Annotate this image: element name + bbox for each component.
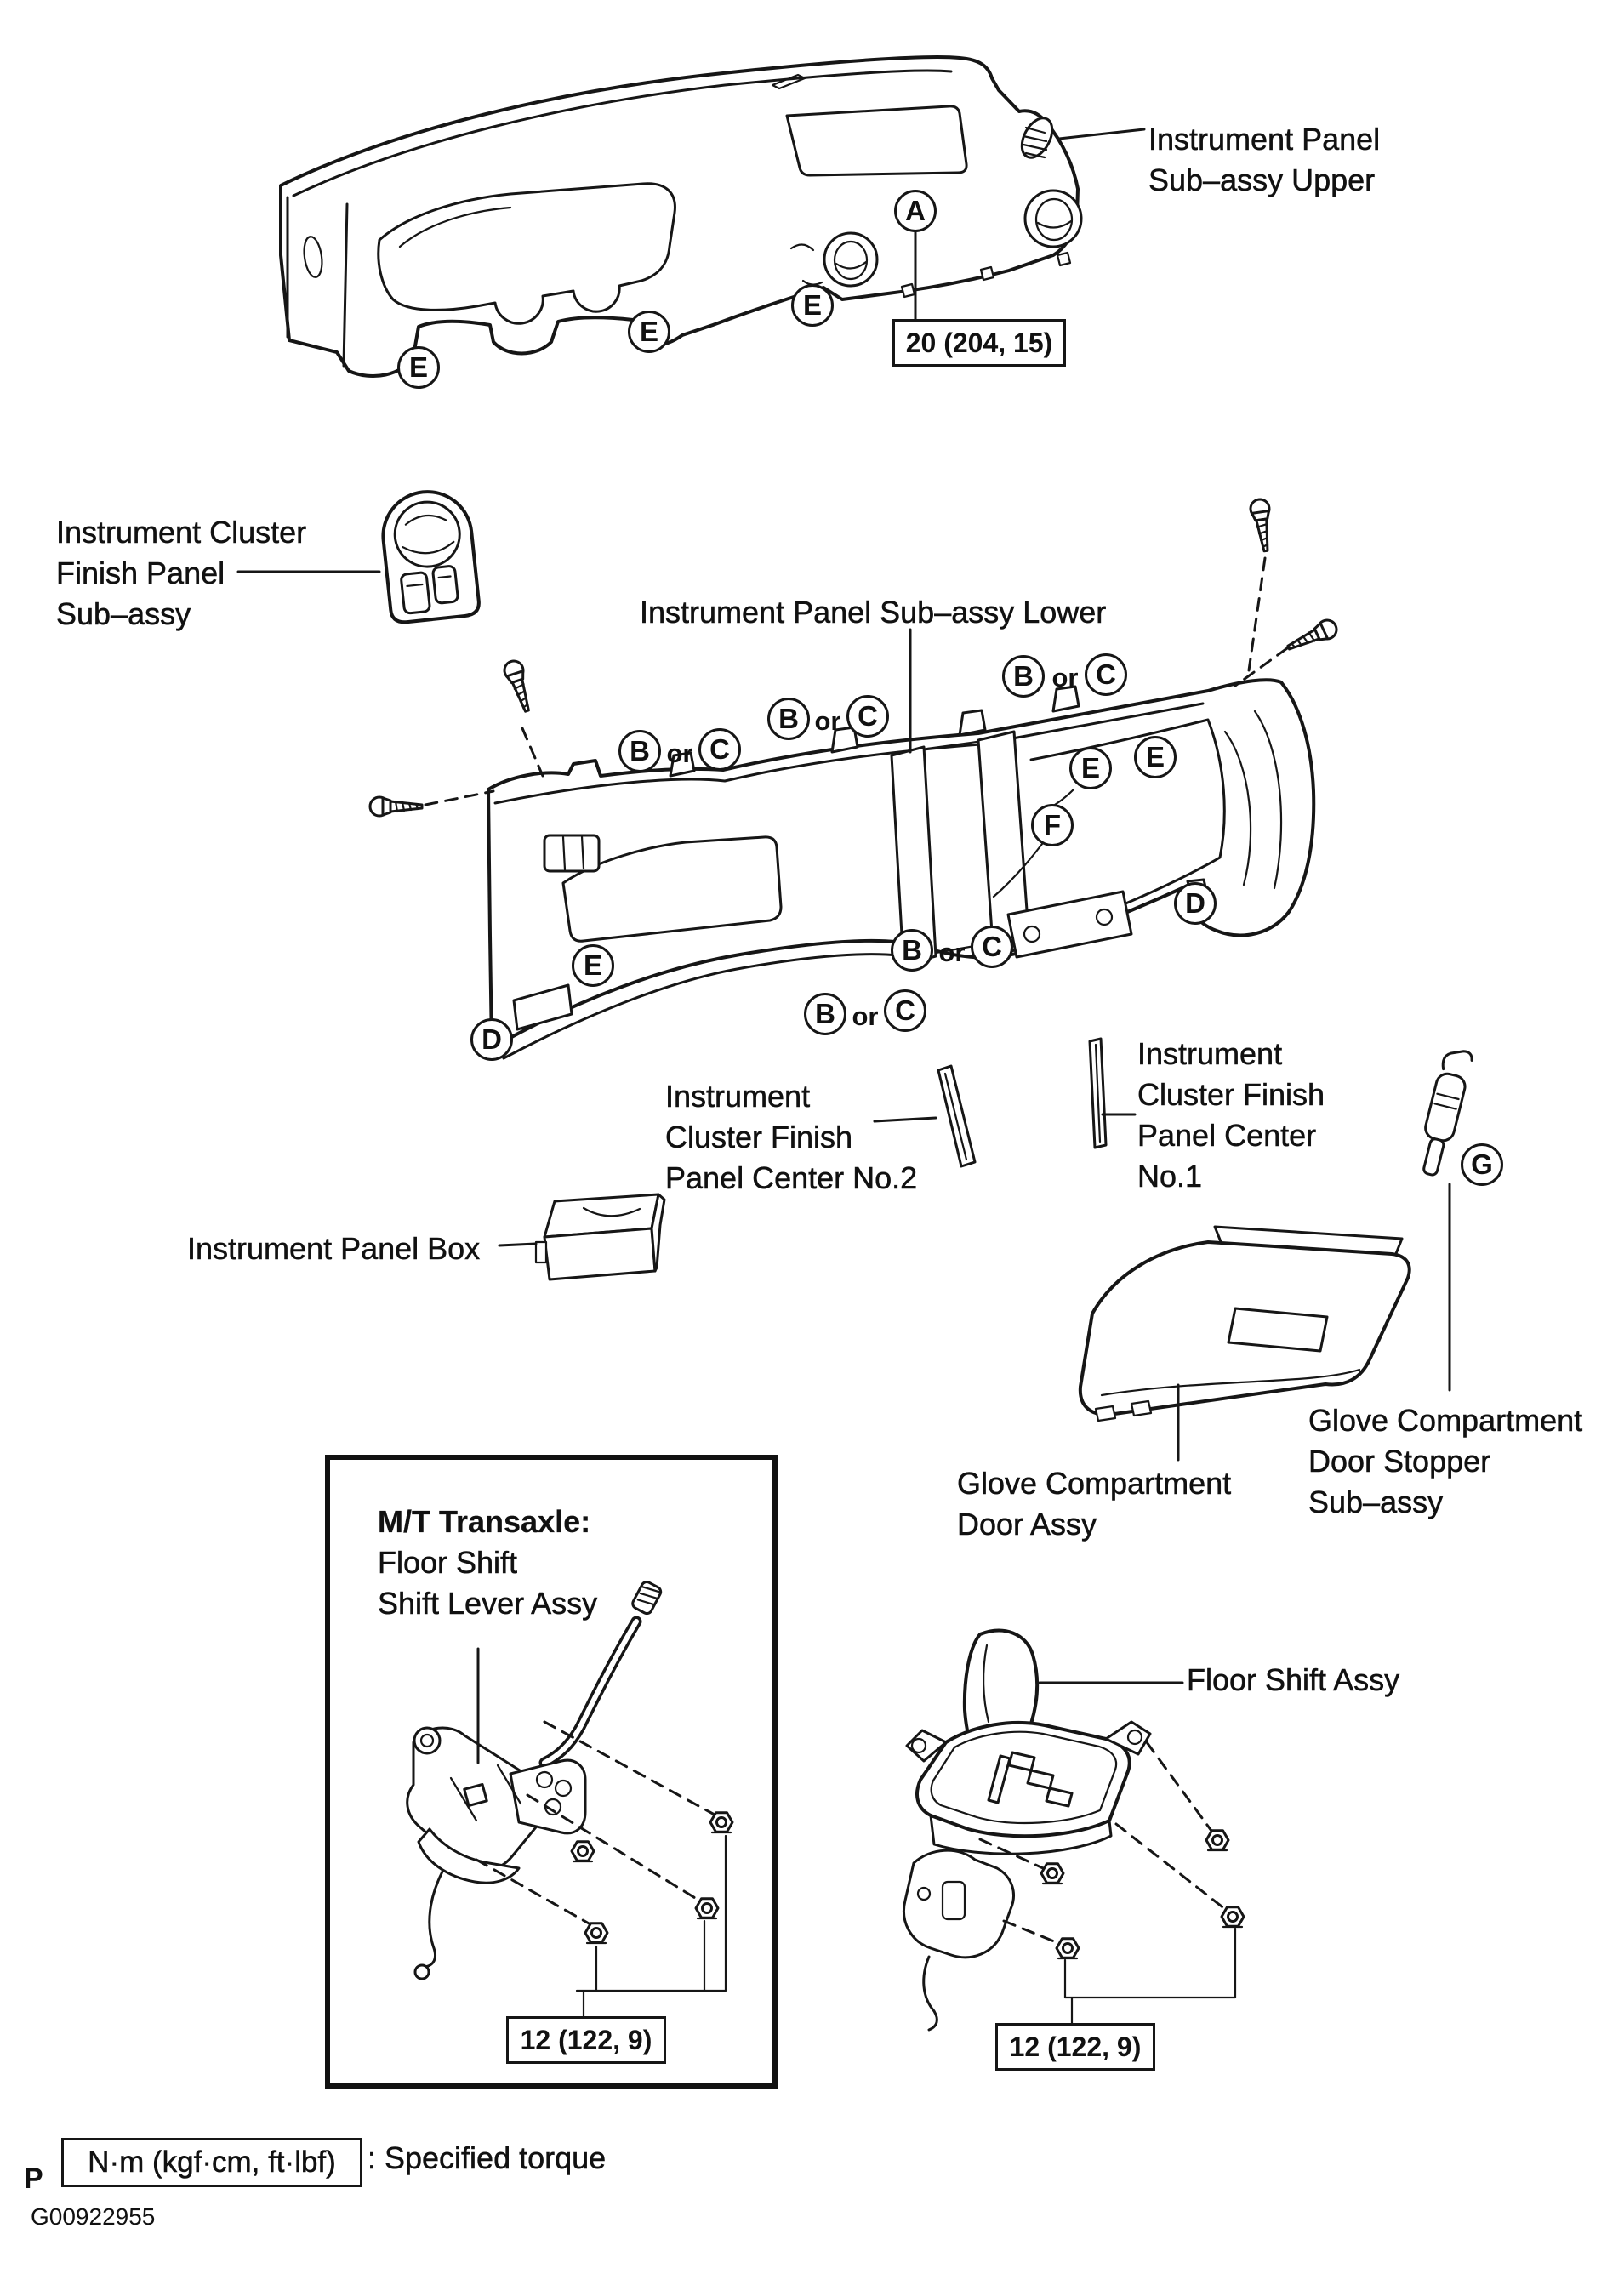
label-line: Instrument Panel	[1148, 122, 1381, 157]
instrument-panel-box-art	[536, 1194, 664, 1279]
callout-c: C	[1085, 653, 1127, 696]
label-center-no2	[665, 1076, 917, 1199]
label-line: Sub–assy	[56, 596, 191, 631]
legend-torque-meaning: : Specified torque	[368, 2140, 607, 2175]
callout-c: C	[846, 695, 889, 738]
label-floor-shift	[1187, 1660, 1399, 1701]
callout-c: C	[698, 728, 741, 771]
label-line: Panel Center	[1137, 1118, 1317, 1153]
label-cluster-finish-panel	[56, 512, 306, 635]
callout-e: E	[791, 284, 834, 327]
legend-torque-unit-box: N·m (kgf·cm, ft·lbf)	[61, 2138, 362, 2187]
callout-or: or	[666, 738, 693, 768]
label-line: Instrument Cluster	[56, 515, 307, 550]
torque-box-upper-panel: 20 (204, 15)	[892, 319, 1066, 367]
callout-or: or	[852, 1001, 879, 1031]
label-line: Instrument	[1137, 1036, 1283, 1071]
label-line: Door Assy	[957, 1507, 1097, 1542]
label-center-no1	[1137, 1034, 1325, 1197]
label-line: Instrument Panel Box	[187, 1231, 481, 1266]
label-panel-lower	[640, 592, 1106, 633]
label-line: Floor Shift Assy	[1187, 1662, 1400, 1697]
label-instrument-panel-upper	[1148, 119, 1380, 201]
label-line: Floor Shift	[378, 1545, 518, 1580]
cluster-finish-center1-art	[1090, 1039, 1106, 1148]
page-marker: P	[24, 2163, 43, 2195]
label-line: Glove Compartment	[957, 1466, 1232, 1501]
callout-e: E	[572, 944, 614, 987]
callout-e: E	[1069, 747, 1112, 789]
callout-b: B	[767, 698, 810, 740]
torque-box-mt-shift-lever: 12 (122, 9)	[506, 2016, 666, 2064]
label-line: Cluster Finish	[665, 1120, 853, 1154]
callout-e: E	[628, 311, 670, 353]
callout-b: B	[618, 730, 661, 772]
callout-b: B	[804, 993, 846, 1035]
label-line: Instrument	[665, 1079, 811, 1114]
cluster-finish-panel-art	[379, 487, 480, 624]
callout-c: C	[884, 989, 926, 1032]
callout-or: or	[1051, 663, 1079, 692]
callout-d: D	[470, 1018, 513, 1061]
torque-box-floor-shift: 12 (122, 9)	[995, 2023, 1155, 2071]
label-line: Shift Lever Assy	[378, 1586, 598, 1621]
callout-b: B	[1002, 655, 1045, 698]
label-line: Instrument Panel Sub–assy Lower	[640, 595, 1107, 630]
label-line: M/T Transaxle:	[378, 1504, 591, 1539]
label-panel-box	[187, 1228, 480, 1269]
figure-code: G00922955	[31, 2203, 156, 2230]
cluster-finish-center2-art	[938, 1066, 975, 1166]
label-line: Sub–assy Upper	[1148, 162, 1376, 197]
label-line: Cluster Finish	[1137, 1077, 1325, 1112]
label-line: Panel Center No.2	[665, 1160, 918, 1195]
label-line: Finish Panel	[56, 556, 225, 590]
label-line: Door Stopper	[1308, 1444, 1491, 1479]
callout-or: or	[938, 937, 966, 967]
callout-d: D	[1174, 882, 1217, 925]
callout-e: E	[397, 346, 440, 389]
label-line: Glove Compartment	[1308, 1403, 1583, 1438]
label-line: No.1	[1137, 1159, 1203, 1194]
label-glove-stopper	[1308, 1400, 1582, 1523]
callout-f: F	[1031, 804, 1074, 846]
label-line: Sub–assy	[1308, 1485, 1444, 1519]
callout-g: G	[1461, 1143, 1503, 1186]
glove-door-art	[1080, 1227, 1410, 1421]
callout-or: or	[814, 706, 841, 736]
callout-c: C	[971, 926, 1013, 968]
callout-a: A	[894, 190, 937, 232]
label-glove-door	[957, 1463, 1231, 1545]
callout-e: E	[1134, 736, 1177, 778]
callout-b: B	[891, 929, 933, 972]
mt-transaxle-frame	[325, 1455, 778, 2089]
